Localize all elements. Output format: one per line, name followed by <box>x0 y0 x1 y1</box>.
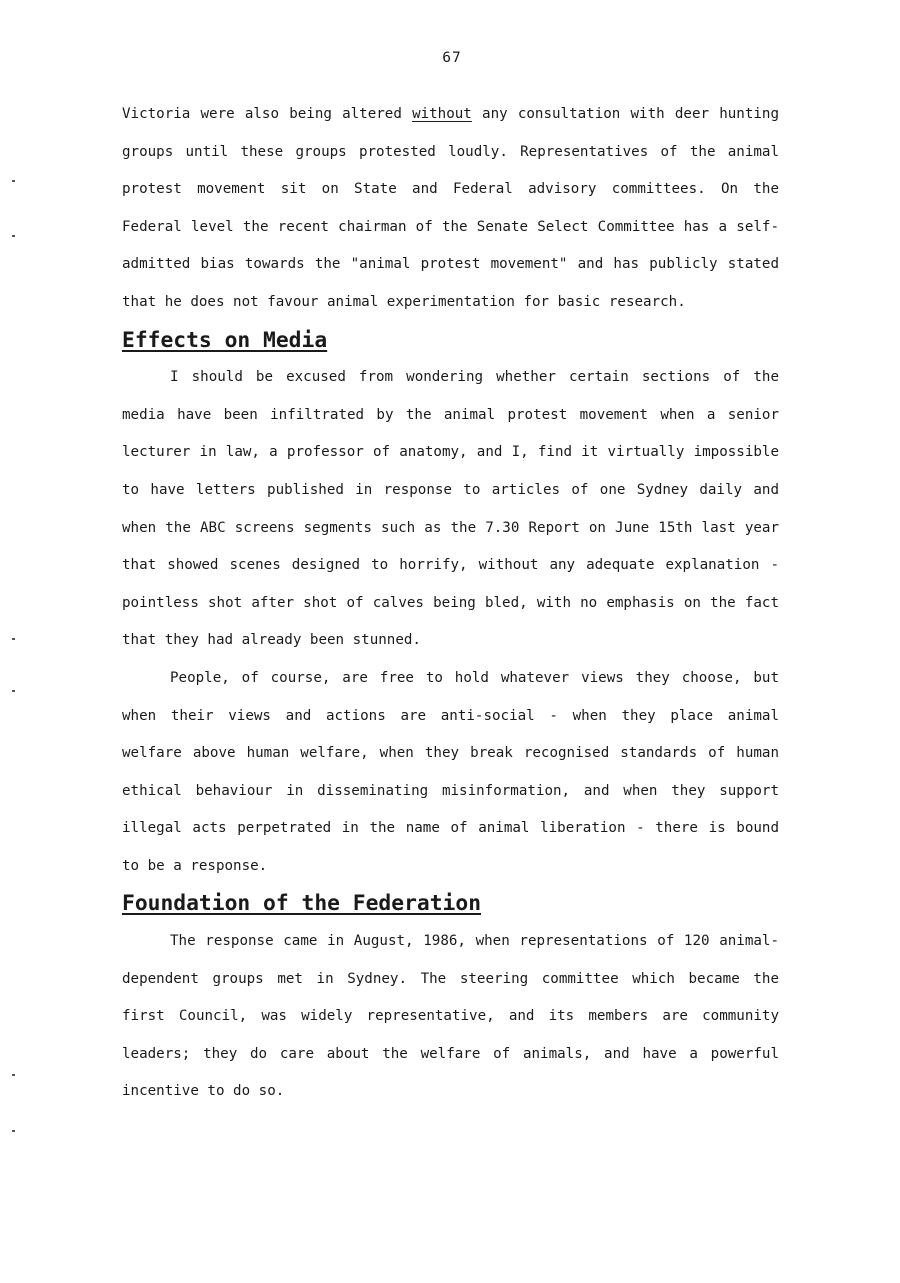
document-body <box>122 96 779 1111</box>
scan-mark <box>12 1130 15 1132</box>
paragraph-response: The response came in August, 1986, when representations of 120 animal-dependent groups met in Sydney. The steering committee which became the first Council, was widely representative, and its members are community leaders; they do care about the welfare of animals, and have a powerful incentive to do so. <box>122 933 779 1100</box>
scan-mark <box>12 1074 15 1076</box>
paragraph-deer-hunting <box>122 96 779 322</box>
paragraph-text: any consultation with deer hunting groups until these groups protested loudly. Representatives of the animal protest movement sit on State and Federal advisory committees. On the Federal level the recent chairman of the Senate Select Committee has a self-admitted bias towards the "animal protest movement" and has publicly stated that he does not favour animal experimentation for basic research. <box>122 106 779 310</box>
section-heading-effects-on-media: Effects on Media <box>122 327 328 353</box>
paragraph-views: People, of course, are free to hold whatever views they choose, but when their views and actions are anti-social - when they place animal welfare above human welfare, when they break recognised standards of human ethical behaviour in disseminating misinformation, and when they support illegal acts perpetrated in the name of animal liberation - there is bound to be a response. <box>122 669 779 874</box>
scan-mark <box>12 235 15 237</box>
scan-mark <box>12 690 15 692</box>
scan-mark <box>12 638 15 640</box>
page-number: 67 <box>442 50 462 66</box>
underlined-word: without <box>412 106 472 122</box>
paragraph-media: I should be excused from wondering whether certain sections of the media have been infiltrated by the animal protest movement when a senior lecturer in law, a professor of anatomy, and I, find it virtually impossible to have letters published in response to articles of one Sydney daily and when the ABC screens segments such as the 7.30 Report on June 15th last year that showed scenes designed to horrify, without any adequate explanation - pointless shot after shot of calves being bled, with no emphasis on the fact that they had already been stunned. <box>122 369 779 649</box>
paragraph-text: Victoria were also being altered <box>122 106 413 122</box>
section-heading-foundation: Foundation of the Federation <box>122 891 482 917</box>
scan-mark <box>12 180 15 182</box>
